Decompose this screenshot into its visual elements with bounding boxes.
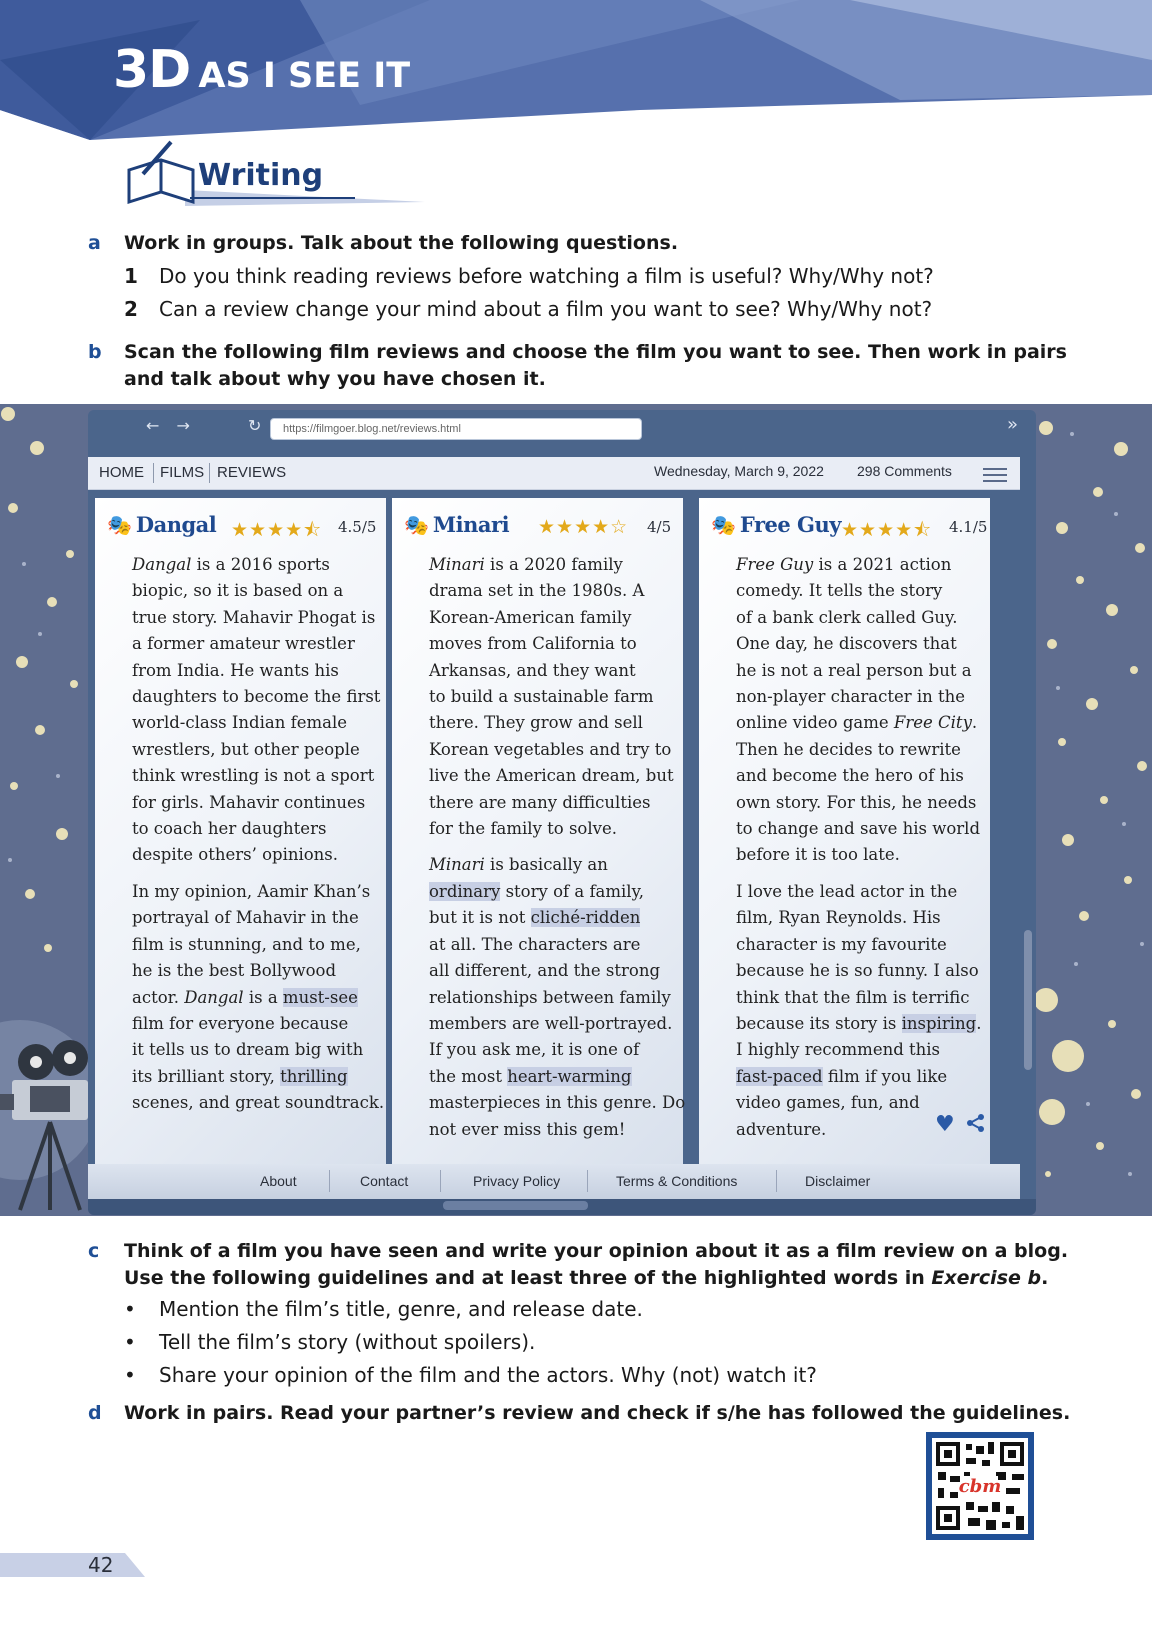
footer-divider (440, 1170, 441, 1192)
highlighted-word: must-see (282, 987, 358, 1007)
star-rating-icon: ★★★★⯪ (231, 519, 323, 541)
svg-text:cbm: cbm (958, 1476, 1002, 1497)
menu-divider (209, 463, 210, 483)
highlighted-word: fast-paced (736, 1066, 823, 1086)
blog-footer (88, 1164, 1020, 1199)
unit-name: AS I SEE IT (198, 56, 411, 96)
theatre-mask-icon: 🎭 (711, 512, 736, 537)
exercise-instruction: Work in pairs. Read your partner’s review and check if s/he has followed the guidelines. (124, 1402, 1071, 1424)
url-input[interactable]: https://filmgoer.blog.net/reviews.html (270, 418, 642, 440)
exercise-instruction: Scan the following film reviews and choose the film you want to see. Then work in pairs and talk about why you have chosen it. (124, 341, 1067, 390)
highlighted-word: cliché-ridden (530, 908, 641, 928)
window-scroll-hint (443, 1201, 588, 1210)
highlighted-word: heart-warming (507, 1066, 632, 1086)
address-bar (88, 410, 1036, 443)
browser-window (88, 410, 1036, 1215)
highlighted-word: inspiring (901, 1013, 977, 1033)
footer-link-terms[interactable]: Terms & Conditions (616, 1173, 738, 1189)
review-card-free-guy (699, 498, 990, 1164)
unit-number: 3D (113, 40, 191, 100)
menu-films[interactable]: FILMS (160, 464, 205, 481)
theatre-mask-icon: 🎭 (107, 512, 132, 537)
guideline-text: Mention the film’s title, genre, and release date. (159, 1297, 643, 1321)
hamburger-menu-icon[interactable] (983, 468, 1007, 482)
highlighted-word: thrilling (280, 1066, 348, 1086)
review-card-dangal (95, 498, 386, 1164)
bullet-icon: • (124, 1363, 136, 1387)
exercise-letter: b (88, 341, 102, 363)
question-text: Can a review change your mind about a film you want to see? Why/Why not? (159, 297, 933, 321)
comments-link[interactable]: 298 Comments (857, 463, 952, 479)
star-rating-icon: ★★★★⯪ (841, 519, 933, 541)
exercise-letter: d (88, 1402, 102, 1424)
page-number-tab (0, 1553, 145, 1577)
unit-title (113, 40, 410, 100)
review-text: Free Guy is a 2021 action comedy. It tells the story of a bank clerk called Guy. One day, he discovers that he is not a real person but a non-player character in the online video game Free City. Then he decides to rewrite and become the hero of his own story. For this, he needs to change and save his world before it is too late. I love the lead actor in the film, Ryan Reynolds. His character is my favourite because he is so funny. I also think that the film is terrific because its story is inspiring. I highly recommend this fast-paced film if you like video games, fun, and adventure. (736, 555, 982, 1139)
scrollbar[interactable] (1024, 930, 1032, 1070)
footer-link-disclaimer[interactable]: Disclaimer (805, 1173, 871, 1189)
film-title: Dangal (135, 512, 217, 537)
star-rating-icon: ★★★★☆ (538, 516, 629, 538)
guideline-text: Share your opinion of the film and the actors. Why (not) watch it? (159, 1363, 817, 1387)
menu-divider (153, 463, 154, 483)
bullet-icon: • (124, 1297, 136, 1321)
blog-menu-bar (88, 457, 1020, 490)
back-forward-buttons[interactable]: ← → (146, 416, 196, 435)
heart-icon[interactable]: ♥ (935, 1112, 955, 1137)
question-number: 2 (124, 297, 138, 321)
footer-link-about[interactable]: About (260, 1173, 297, 1189)
more-chevron-icon[interactable]: » (1006, 414, 1018, 435)
exercise-instruction: Think of a film you have seen and write your opinion about it as a film review on a blog. Use the following guidelines and at least three of the highlighted words in Exercise b. (124, 1240, 1069, 1289)
page-number: 42 (88, 1553, 114, 1577)
footer-divider (776, 1170, 777, 1192)
exercise-instruction: Work in groups. Talk about the following questions. (124, 232, 679, 254)
menu-reviews[interactable]: REVIEWS (217, 464, 287, 481)
bullet-icon: • (124, 1330, 136, 1354)
rating-value: 4/5 (647, 518, 672, 536)
question-text: Do you think reading reviews before watching a film is useful? Why/Why not? (159, 264, 934, 288)
question-number: 1 (124, 264, 138, 288)
rating-value: 4.5/5 (338, 518, 377, 536)
exercise-letter: c (88, 1240, 100, 1262)
guideline-text: Tell the film’s story (without spoilers). (159, 1330, 536, 1354)
highlighted-word: ordinary (429, 881, 501, 901)
review-text: Dangal is a 2016 sports biopic, so it is based on a true story. Mahavir Phogat is a former amateur wrestler from India. He wants his daughters to become the first world-class Indian female wrestlers, but other people think wrestling is not a sport for girls. Mahavir continues to coach her daughters despite others’ opinions. In my opinion, Aamir Khan’s portrayal of Mahavir in the film is stunning, and to me, he is the best Bollywood actor. Dangal is a must-see film for everyone because it tells us to dream big with its brilliant story, thrilling scenes, and great soundtrack. (132, 555, 385, 1113)
menu-home[interactable]: HOME (99, 464, 144, 481)
post-date: Wednesday, March 9, 2022 (654, 463, 824, 479)
rating-value: 4.1/5 (949, 518, 988, 536)
review-text: Minari is a 2020 family drama set in the 1980s. A Korean-American family moves from California to Arkansas, and they want to build a sustainable farm there. They grow and sell Korean vegetables and try to live the American dream, but there are many difficulties for the family to solve. Minari is basically an ordinary story of a family, but it is not cliché-ridden at all. The characters are all different, and the strong relationships between family members are well-portrayed. If you ask me, it is one of the most heart-warming masterpieces in this genre. Do not ever miss this gem! (429, 555, 686, 1139)
reload-icon[interactable]: ↻ (248, 416, 262, 435)
qr-code[interactable] (926, 1432, 1034, 1540)
footer-divider (587, 1170, 588, 1192)
theatre-mask-icon: 🎭 (404, 512, 429, 537)
film-title: Free Guy (739, 512, 841, 537)
share-icon[interactable] (966, 1113, 986, 1133)
footer-divider (329, 1170, 330, 1192)
post-actions (935, 1112, 986, 1137)
exercise-letter: a (88, 232, 101, 254)
footer-link-privacy[interactable]: Privacy Policy (473, 1173, 561, 1189)
review-card-minari (392, 498, 686, 1164)
section-label: Writing (198, 158, 324, 193)
footer-link-contact[interactable]: Contact (360, 1173, 409, 1189)
film-title: Minari (432, 512, 510, 537)
